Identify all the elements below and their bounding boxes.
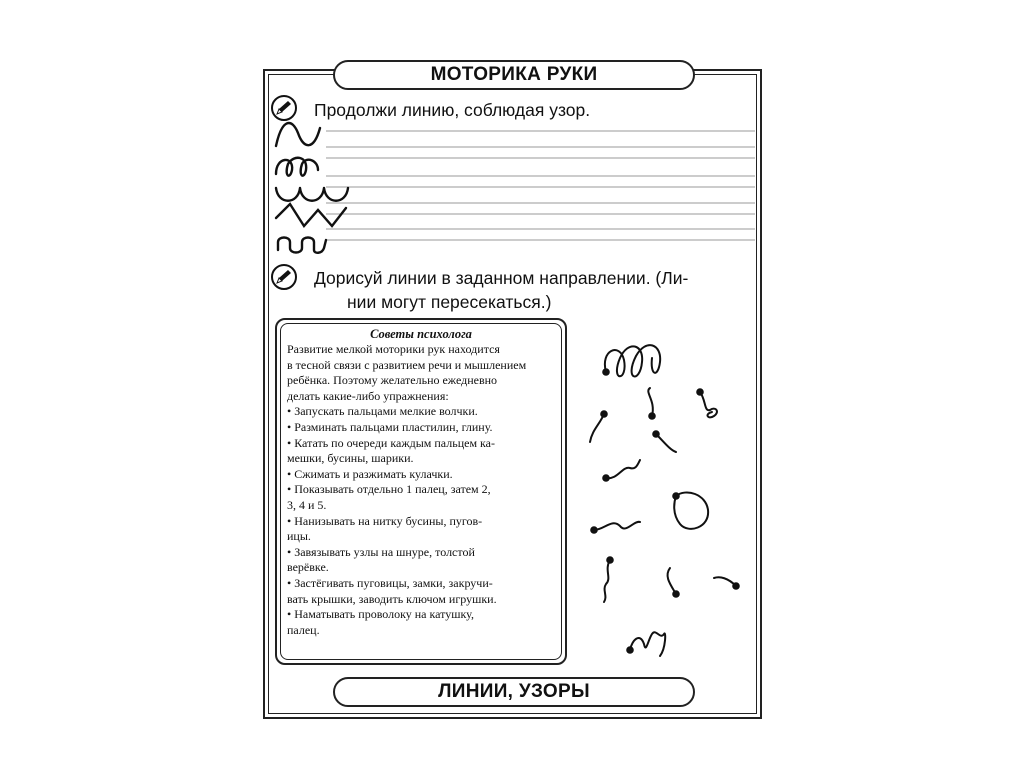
start-dot [602, 368, 610, 376]
curve-line [656, 434, 676, 452]
tips-line: • Разминать пальцами пластилин, глину. [287, 419, 493, 434]
tips-line: • Показывать отдельно 1 палец, затем 2, [287, 482, 491, 497]
start-dot [606, 556, 614, 564]
tips-title: Советы психолога [370, 327, 472, 341]
tips-line: • Запускать пальцами мелкие волчки. [287, 404, 478, 419]
zigzag-pattern-sample [276, 204, 346, 226]
start-dot [602, 474, 610, 482]
tips-line: • Завязывать узлы на шнуре, толстой [287, 544, 475, 559]
zigzag-line [604, 560, 610, 602]
tips-line: • Застёгивать пуговицы, замки, закручи- [287, 575, 493, 590]
wave-pattern-sample [276, 123, 320, 146]
m-letter-line [630, 632, 665, 656]
curve-line [606, 460, 640, 478]
writing-guide-lines [326, 131, 755, 240]
tips-line: Развитие мелкой моторики рук находится [287, 342, 500, 356]
tips-line: мешки, бусины, шарики. [287, 451, 414, 466]
tips-line: вать крышки, заводить ключом игрушки. [287, 591, 497, 606]
tips-line: делать какие-либо упражнения: [287, 388, 449, 403]
page-footer-title: ЛИНИИ, УЗОРЫ [333, 677, 695, 707]
tips-line: 3, 4 и 5. [287, 497, 327, 512]
tips-line: ребёнка. Поэтому желательно ежедневно [287, 373, 498, 388]
line-direction-drawing-area [570, 330, 750, 665]
curve-line [648, 388, 653, 416]
wave-line [594, 522, 640, 530]
meander-pattern-sample [278, 238, 326, 253]
start-dot [732, 582, 740, 590]
tips-line: ицы. [287, 529, 311, 544]
tips-line: палец. [287, 622, 320, 637]
start-dot [696, 388, 704, 396]
tips-line: верёвке. [287, 560, 329, 575]
page-title: МОТОРИКА РУКИ [333, 60, 695, 90]
start-dot [652, 430, 660, 438]
tips-line: в тесной связи с развитием речи и мышлением [287, 357, 527, 372]
start-dot [600, 410, 608, 418]
loop-pattern-sample [276, 158, 318, 176]
tips-line: • Наматывать проволоку на катушку, [287, 607, 474, 622]
arc-pattern-sample [276, 188, 348, 201]
circle-line [674, 492, 708, 528]
tips-line: • Сжимать и разжимать кулачки. [287, 466, 453, 481]
start-dot [648, 412, 656, 420]
start-dot [672, 590, 680, 598]
start-dot [626, 646, 634, 654]
pencil-icon [271, 264, 297, 290]
task1-instruction: Продолжи линию, соблюдая узор. [314, 100, 591, 120]
curve-line [668, 568, 676, 594]
tips-inner-frame [280, 323, 562, 660]
task2-instruction-line-1: Дорисуй линии в заданном направлении. (Ли- [314, 268, 689, 288]
psychologist-tips-box [275, 318, 567, 665]
start-dot [672, 492, 680, 500]
spiral-loops-line [605, 345, 660, 376]
task2-instruction-line-2: нии могут пересекаться.) [347, 292, 552, 312]
small-spiral-line [700, 392, 717, 417]
start-dot [590, 526, 598, 534]
tips-line: • Катать по очереди каждым пальцем ка- [287, 435, 496, 450]
curve-line [590, 414, 604, 442]
tips-line: • Нанизывать на нитку бусины, пугов- [287, 513, 483, 528]
